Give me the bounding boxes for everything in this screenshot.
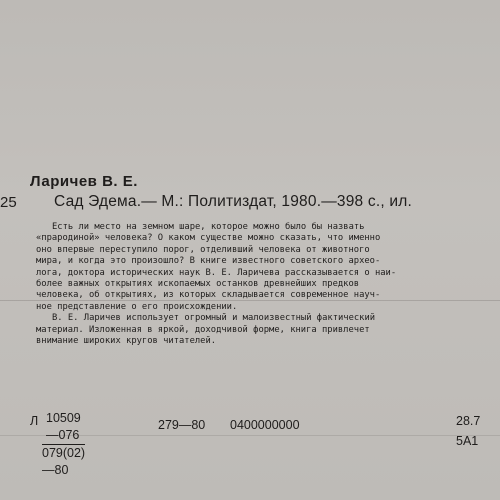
annotation-line: внимание широких кругов читателей. (36, 336, 217, 347)
annotation-paragraph-1 (36, 222, 482, 313)
code-denominator: 079(02)—80 (42, 446, 86, 477)
annotation-line: ное представление о его происхождении. (36, 301, 238, 312)
code-letter: Л (30, 414, 39, 428)
annotation-line: материал. Изложенная в яркой, доходчивой форме, книга привлечет (36, 324, 370, 335)
bbk-code-1: 28.7 (456, 414, 481, 428)
annotation-line: В. Е. Ларичев использует огромный и малоизвестный фактический (52, 313, 376, 324)
annotation-line: мира, и когда это произошло? В книге известного советского архео- (36, 256, 381, 267)
classification-number: 25 (0, 194, 17, 211)
bbk-codes (456, 411, 480, 451)
annotation-line: лога, доктора исторических наук В. Е. Ларичева рассказывается о наи- (36, 267, 397, 278)
annotation-line: оно впервые переступило порог, отделивший человека от животного (36, 244, 370, 255)
annotation-line: «прародиной» человека? О каком существе можно сказать, что именно (36, 233, 381, 244)
author-name: Ларичев В. Е. (30, 173, 138, 190)
annotation-line: более важных открытиях ископаемых останков древнейших предков (36, 279, 360, 290)
code-numerator: 10509—076 (46, 411, 81, 442)
bbk-code-2: 5А1 (456, 434, 479, 448)
annotation-paragraph-2 (36, 313, 482, 347)
code-serial: 0400000000 (230, 418, 300, 432)
title-imprint-line: Сад Эдема.— М.: Политиздат, 1980.—398 с., ил. (54, 193, 412, 210)
annotation-line: человека, об открытиях, из которых складывается современное науч- (36, 290, 381, 301)
code-fraction (42, 410, 85, 479)
annotation-line: Есть ли место на земном шаре, которое можно было бы назвать (52, 222, 365, 232)
code-mid: 279—80 (158, 418, 206, 432)
annotation-text (36, 222, 482, 347)
